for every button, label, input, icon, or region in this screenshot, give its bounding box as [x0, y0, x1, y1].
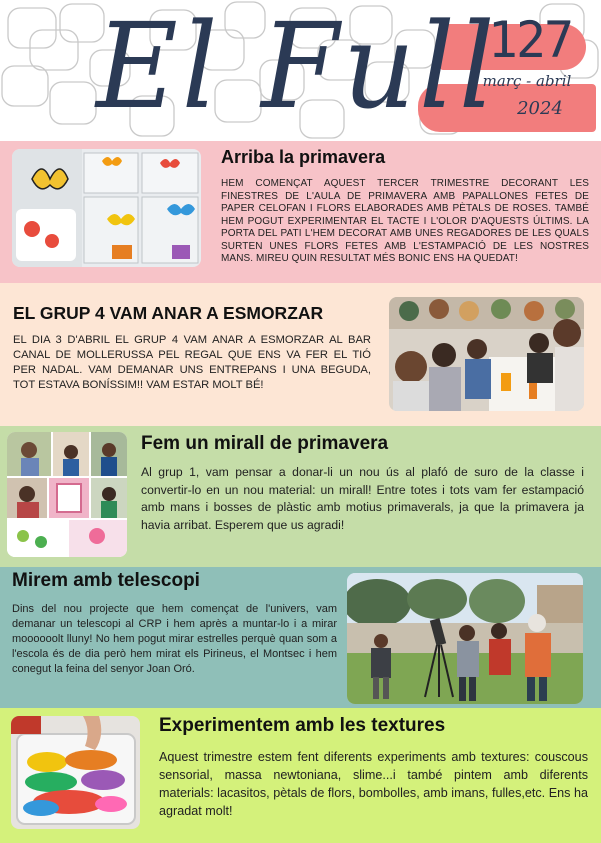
article-heading: Experimentem amb les textures [159, 715, 446, 736]
issue-year: 2024 [517, 98, 563, 119]
article-body: Dins del nou projecte que hem començat de l'univers, vam demanar un telescopi al CRP i hem après a muntar-lo i a mirar moooooolt lluny! No hem pogut mirar estrelles perquè quan som a l'escola és de dia però hem mirat els Pirineus, el Montsec i hem conegut la feina del senyor Joan Oró. [12, 603, 337, 675]
telescope-outdoor-photo-icon [347, 573, 583, 704]
article-heading: Mirem amb telescopi [12, 570, 200, 591]
article-mirem-amb-telescopi [0, 567, 601, 708]
article-arriba-la-primavera [0, 141, 601, 283]
article-body: EL DIA 3 D'ABRIL EL GRUP 4 VAM ANAR A ESMORZAR AL BAR CANAL DE MOLLERUSSA PEL REGAL QUE ENS VA FER EL TIÓ PER NADAL. VAM DEMANAR UNS ENTREPANS I UNA BEGUDA, TOT ESTAVA BONÍSSIM!! VAM ESTAR MOLT BÉ! [13, 334, 371, 391]
article-experimentem-textures [0, 708, 601, 843]
issue-number: 127 [487, 11, 573, 69]
issue-months: març - abril [482, 72, 572, 90]
newsletter-title: El Full [96, 0, 499, 136]
article-heading: Fem un mirall de primavera [141, 433, 389, 454]
masthead [0, 0, 601, 141]
butterfly-window-photo-icon [12, 149, 201, 267]
article-body: Aquest trimestre estem fent diferents experiments amb textures: couscous sensorial, massa newtoniana, slime...i també pintem amb diferents materials: lacasitos, pètals de flors, bombolles, amb imans, fulles,etc. Ens ha agradat molt! [159, 750, 588, 818]
article-body: Al grup 1, vam pensar a donar-li un nou ús al plafó de suro de la classe i convertir-lo en un nou material: un mirall! Entre totes i tots vam fer estampació amb mans i bosses de plàstic amb motius primaverals, ja que la primavera ja havia arribat. Esperem que us agradi! [141, 465, 584, 532]
mirror-collage-photo-icon [7, 432, 127, 557]
article-grup-4-esmorzar [0, 283, 601, 426]
article-heading: Arriba la primavera [221, 147, 386, 167]
article-heading: EL GRUP 4 VAM ANAR A ESMORZAR [13, 303, 324, 323]
article-body: HEM COMENÇAT AQUEST TERCER TRIMESTRE DECORANT LES FINESTRES DE L'AULA DE PRIMAVERA AMB PAPALLONES FETES DE PAPER CELOFAN I FLORS ELABORADES AMB PÈTALS DE ROSES. TAMBÉ HEM POGUT EXPERIMENTAR EL TACTE I L'OLOR D'AQUESTS ÚLTIMS. LA PORTA DEL PATI L'HEM DECORAT AMB UNES REGADORES DE LES QUALS SURTEN UNES FLORS FETES AMB L'ESTAMPACIÓ DE LES NOSTRES MANS. MIREU QUIN RESULTAT MÉS BONIC ENS HA QUEDAT! [221, 178, 589, 264]
colored-rice-tray-photo-icon [11, 716, 140, 829]
restaurant-group-photo-icon [389, 297, 584, 411]
article-mirall-primavera [0, 426, 601, 567]
